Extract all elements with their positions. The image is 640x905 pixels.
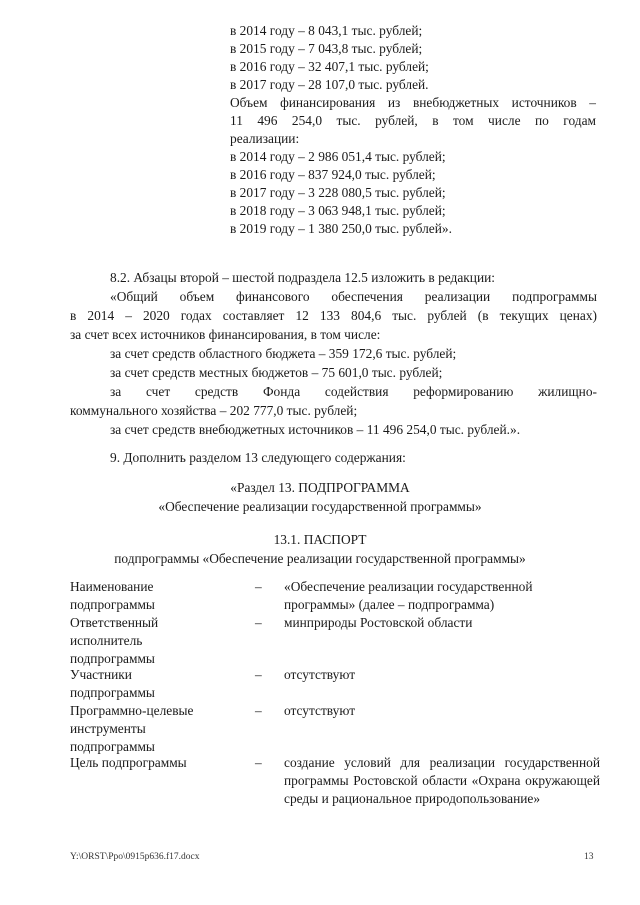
- financing-line: в 2016 году – 837 924,0 тыс. рублей;: [230, 167, 436, 182]
- passport-row-dash: –: [255, 755, 262, 770]
- passport-row-dash: –: [255, 579, 262, 594]
- financing-block: [230, 22, 596, 238]
- financing-line: в 2017 году – 3 228 080,5 тыс. рублей;: [230, 185, 446, 200]
- financing-line: в 2014 году – 8 043,1 тыс. рублей;: [230, 23, 423, 38]
- financing-line: в 2016 году – 32 407,1 тыс. рублей;: [230, 59, 429, 74]
- passport-row-label: Программно-целевые инструменты подпрограммы: [70, 703, 194, 754]
- page-number: 13: [584, 852, 594, 862]
- passport-row-value: создание условий для реализации государственной программы Ростовской области «Охрана окружающей среды и рациональное природопользование»: [284, 755, 600, 806]
- passport-row-value: отсутствуют: [284, 703, 356, 718]
- passport-row-dash: –: [255, 615, 262, 630]
- section-8-2-text: за счет средств местных бюджетов – 75 601,0 тыс. рублей;: [110, 365, 443, 380]
- section-13-title: «Раздел 13. ПОДПРОГРАММА: [230, 480, 410, 495]
- financing-line: в 2018 году – 3 063 948,1 тыс. рублей;: [230, 203, 446, 218]
- passport-row-dash: –: [255, 703, 262, 718]
- section-8-2-text: за счет средств внебюджетных источников – 11 496 254,0 тыс. рублей.».: [110, 422, 521, 437]
- section-8-2-text: в 2014 – 2020 годах составляет 12 133 804,6 тыс. рублей (в текущих ценах): [70, 308, 597, 323]
- section-8-2-text: за счет средств Фонда содействия реформированию жилищно-: [110, 384, 597, 399]
- section-8-2-text: «Общий объем финансового обеспечения реализации подпрограммы: [110, 289, 597, 304]
- passport-title: 13.1. ПАСПОРТ: [273, 532, 367, 547]
- passport-row-label: Ответственный исполнитель подпрограммы: [70, 615, 159, 666]
- financing-line: в 2017 году – 28 107,0 тыс. рублей.: [230, 77, 429, 92]
- section-9-text: 9. Дополнить разделом 13 следующего содержания:: [110, 450, 406, 465]
- footer-file-path: Y:\ORST\Ppo\0915p636.f17.docx: [70, 852, 200, 862]
- section-8-2-heading: 8.2. Абзацы второй – шестой подраздела 12.5 изложить в редакции:: [110, 270, 496, 285]
- passport-row-label: Наименование подпрограммы: [70, 579, 155, 612]
- financing-line: Объем финансирования из внебюджетных источников –: [230, 95, 596, 110]
- passport-row-value: «Обеспечение реализации государственной программы» (далее – подпрограмма): [284, 579, 533, 612]
- financing-line: 11 496 254,0 тыс. рублей, в том числе по годам: [230, 113, 596, 128]
- section-13-subtitle: «Обеспечение реализации государственной программы»: [158, 499, 482, 514]
- financing-line: реализации:: [230, 131, 300, 146]
- financing-line: в 2019 году – 1 380 250,0 тыс. рублей».: [230, 221, 452, 236]
- passport-row-label: Участники подпрограммы: [70, 667, 155, 700]
- financing-line: в 2015 году – 7 043,8 тыс. рублей;: [230, 41, 423, 56]
- passport-row-label: Цель подпрограммы: [70, 755, 187, 770]
- financing-line: в 2014 году – 2 986 051,4 тыс. рублей;: [230, 149, 446, 164]
- passport-row-dash: –: [255, 667, 262, 682]
- section-8-2-text: за счет всех источников финансирования, в том числе:: [70, 327, 381, 342]
- passport-subtitle: подпрограммы «Обеспечение реализации государственной программы»: [114, 551, 526, 566]
- passport-row-value: отсутствуют: [284, 667, 356, 682]
- section-8-2-text: коммунального хозяйства – 202 777,0 тыс. рублей;: [70, 403, 358, 418]
- passport-row-value: минприроды Ростовской области: [284, 615, 473, 630]
- section-8-2-text: за счет средств областного бюджета – 359 172,6 тыс. рублей;: [110, 346, 457, 361]
